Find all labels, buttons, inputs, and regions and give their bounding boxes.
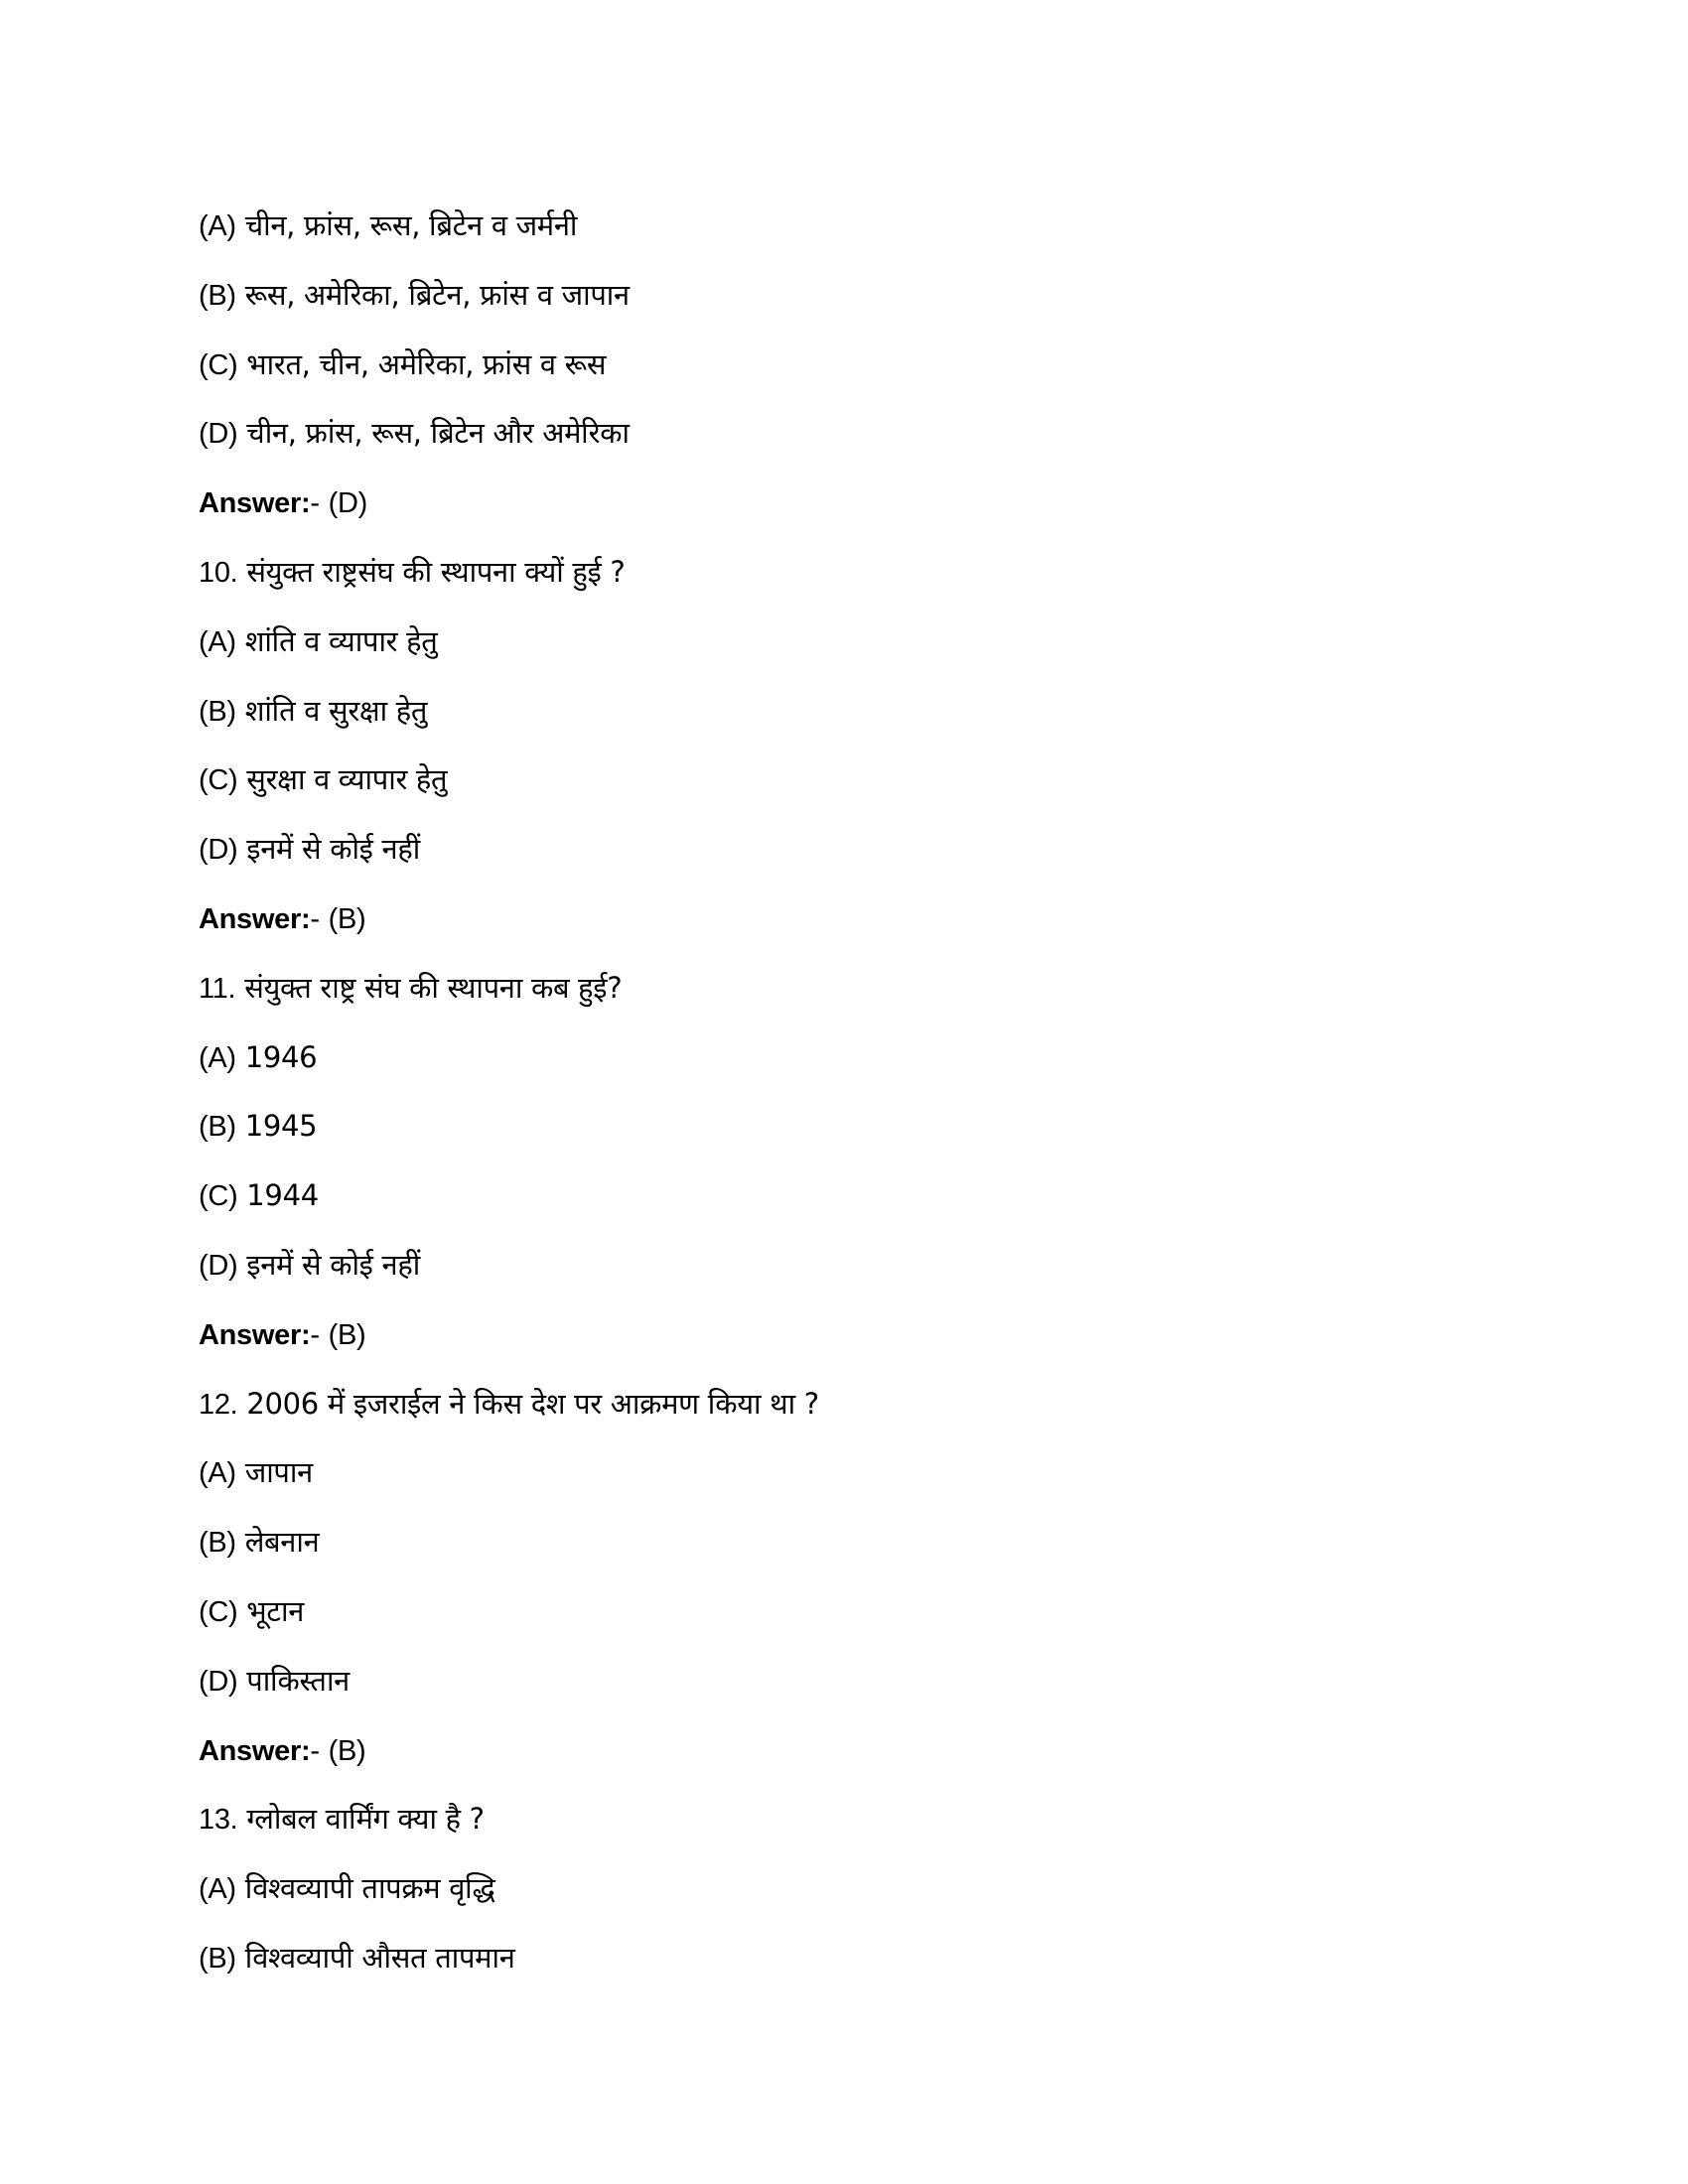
option-letter: (A) <box>199 1457 236 1490</box>
option-b <box>199 1924 1489 1993</box>
answer-label: Answer: <box>199 487 311 520</box>
option-letter: (C) <box>199 1595 238 1628</box>
option-text: लेबनान <box>244 1525 320 1560</box>
option-c <box>199 331 1489 400</box>
answer-line <box>199 1716 1489 1786</box>
answer-label: Answer: <box>199 1318 311 1351</box>
option-letter: (B) <box>199 1527 236 1560</box>
answer-separator: - <box>310 487 320 520</box>
option-text: भूटान <box>246 1593 304 1628</box>
question-11 <box>199 954 1489 1024</box>
option-letter: (A) <box>199 1041 236 1074</box>
option-a <box>199 1438 1489 1508</box>
answer-label: Answer: <box>199 1734 311 1767</box>
question-text: 2006 में इजराईल ने किस देश पर आक्रमण किया था ? <box>246 1386 819 1421</box>
option-letter: (B) <box>199 1111 236 1144</box>
option-d <box>199 815 1489 885</box>
question-text: ग्लोबल वार्मिंग क्या है ? <box>246 1802 485 1837</box>
option-a <box>199 608 1489 677</box>
option-text: चीन, फ्रांस, रूस, ब्रिटेन व जर्मनी <box>244 208 578 242</box>
option-text: चीन, फ्रांस, रूस, ब्रिटेन और अमेरिका <box>246 416 630 451</box>
option-a <box>199 192 1489 261</box>
question-13 <box>199 1785 1489 1854</box>
answer-line <box>199 885 1489 954</box>
option-b <box>199 677 1489 747</box>
option-letter: (D) <box>199 1665 238 1698</box>
question-12 <box>199 1370 1489 1439</box>
option-text: भारत, चीन, अमेरिका, फ्रांस व रूस <box>246 346 607 381</box>
option-b <box>199 261 1489 331</box>
answer-label: Answer: <box>199 902 311 935</box>
option-letter: (D) <box>199 1249 238 1282</box>
answer-separator: - <box>310 902 320 935</box>
question-text: संयुक्त राष्ट्र संघ की स्थापना कब हुई? <box>244 970 623 1005</box>
question-10 <box>199 538 1489 608</box>
option-text: 1945 <box>244 1109 318 1144</box>
option-letter: (B) <box>199 1942 236 1975</box>
question-number: 13. <box>199 1804 238 1837</box>
option-text: विश्वव्यापी औसत तापमान <box>244 1940 515 1975</box>
answer-separator: - <box>310 1318 320 1351</box>
option-a <box>199 1024 1489 1093</box>
answer-line <box>199 469 1489 538</box>
option-text: पाकिस्तान <box>246 1663 350 1698</box>
option-text: जापान <box>244 1455 313 1490</box>
option-b <box>199 1092 1489 1161</box>
option-text: शांति व सुरक्षा हेतु <box>244 693 428 728</box>
option-letter: (B) <box>199 279 236 312</box>
answer-line <box>199 1300 1489 1370</box>
option-letter: (D) <box>199 418 238 451</box>
option-text: 1944 <box>246 1178 319 1213</box>
answer-value: (D) <box>328 487 367 520</box>
option-c <box>199 746 1489 815</box>
option-letter: (A) <box>199 1873 236 1906</box>
option-text: शांति व व्यापार हेतु <box>244 623 438 658</box>
option-letter: (A) <box>199 625 236 658</box>
option-text: इनमें से कोई नहीं <box>246 1247 420 1282</box>
answer-value: (B) <box>328 1734 366 1767</box>
answer-value: (B) <box>328 1318 366 1351</box>
answer-value: (B) <box>328 902 366 935</box>
option-text: 1946 <box>244 1039 318 1074</box>
option-letter: (C) <box>199 348 238 381</box>
option-d <box>199 1231 1489 1300</box>
option-text: इनमें से कोई नहीं <box>246 832 420 867</box>
option-letter: (A) <box>199 210 236 242</box>
answer-separator: - <box>310 1734 320 1767</box>
option-a <box>199 1854 1489 1924</box>
option-d <box>199 399 1489 469</box>
option-c <box>199 1161 1489 1231</box>
option-letter: (C) <box>199 764 238 797</box>
question-number: 12. <box>199 1388 238 1421</box>
option-c <box>199 1577 1489 1647</box>
mcq-content <box>199 192 1489 1993</box>
question-number: 11. <box>199 972 236 1005</box>
option-text: सुरक्षा व व्यापार हेतु <box>246 762 448 797</box>
option-letter: (D) <box>199 834 238 867</box>
option-b <box>199 1508 1489 1577</box>
question-number: 10. <box>199 556 238 589</box>
option-text: रूस, अमेरिका, ब्रिटेन, फ्रांस व जापान <box>244 277 630 312</box>
question-text: संयुक्त राष्ट्रसंघ की स्थापना क्यों हुई ? <box>246 554 626 589</box>
option-letter: (B) <box>199 695 236 728</box>
option-d <box>199 1647 1489 1716</box>
option-text: विश्वव्यापी तापक्रम वृद्धि <box>244 1871 495 1906</box>
option-letter: (C) <box>199 1180 238 1213</box>
